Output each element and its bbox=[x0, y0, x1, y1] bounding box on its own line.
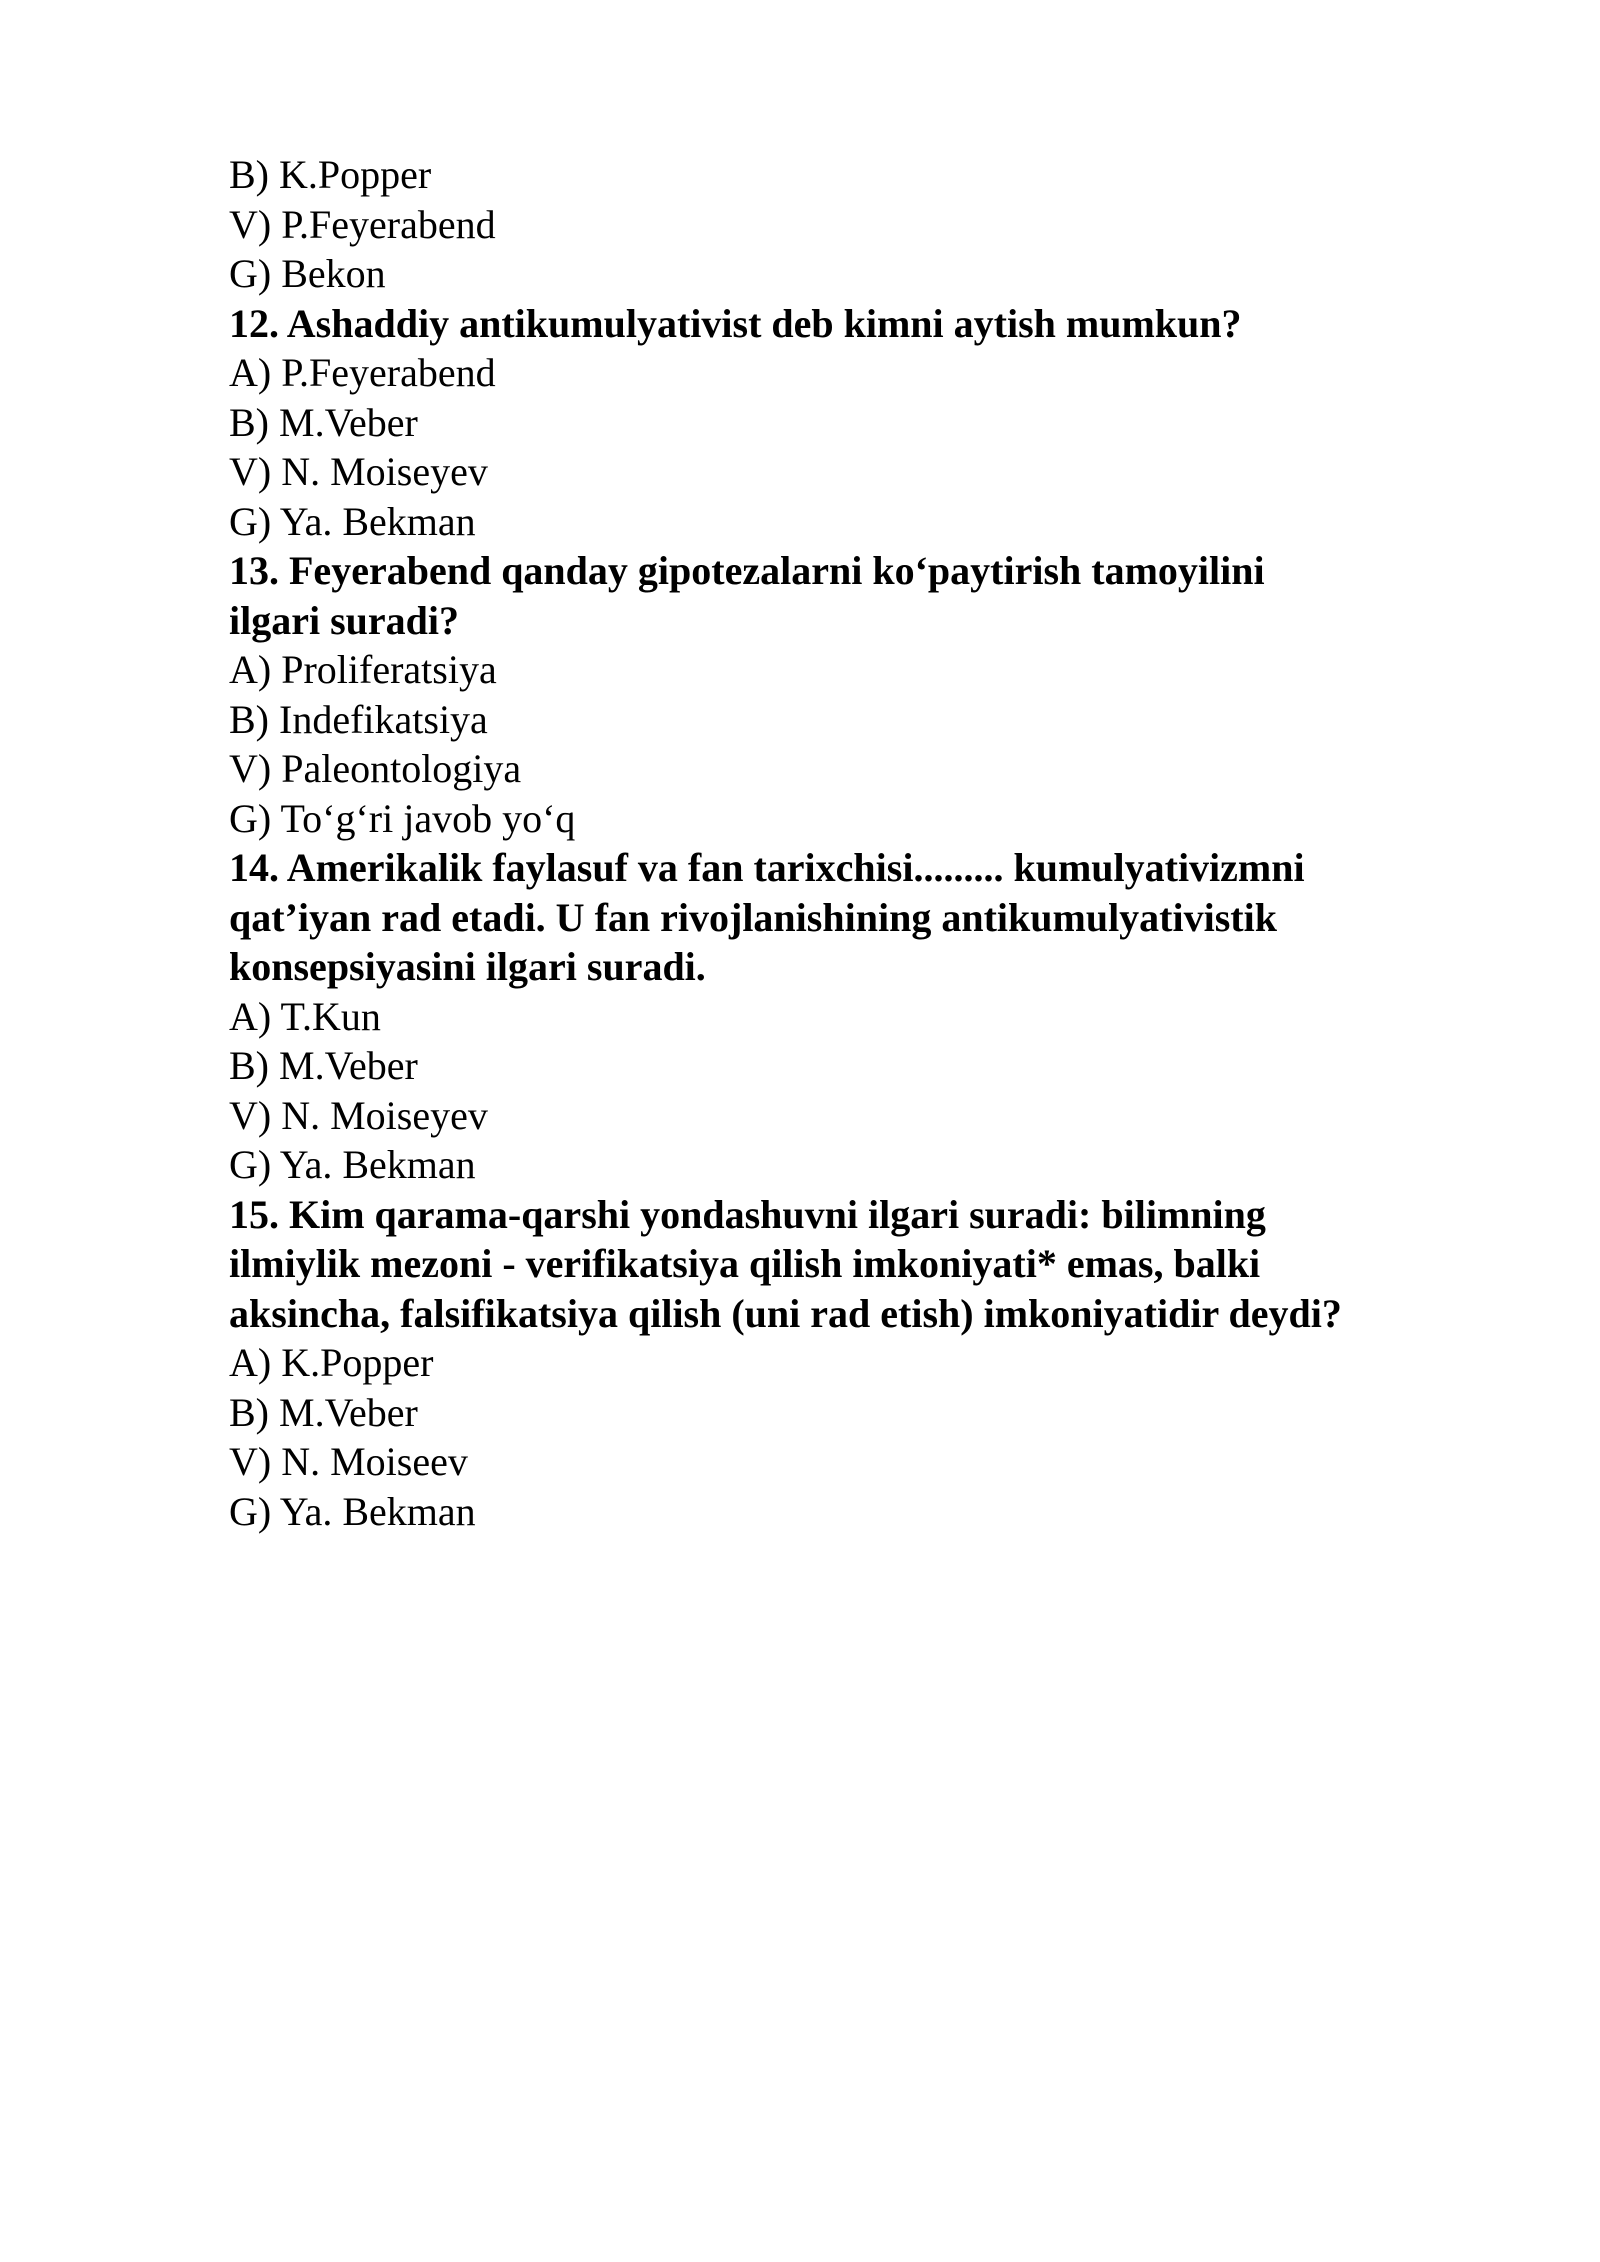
answer-option: V) N. Moiseyev bbox=[229, 449, 488, 494]
question-text-line: 14. Amerikalik faylasuf va fan tarixchisi......... kumulyativizmni bbox=[229, 845, 1305, 890]
answer-option: G) Ya. Bekman bbox=[229, 498, 476, 544]
question-13 bbox=[229, 546, 1469, 843]
question-text-line: ilgari suradi? bbox=[229, 597, 460, 643]
question-14 bbox=[229, 843, 1469, 1190]
answer-option: A) Proliferatsiya bbox=[229, 647, 497, 692]
question-text: 12. Ashaddiy antikumulyativist deb kimni aytish mumkun? bbox=[229, 300, 1242, 346]
answer-option: B) M.Veber bbox=[229, 1389, 418, 1435]
answer-option: B) Indefikatsiya bbox=[229, 696, 488, 742]
question-12 bbox=[229, 299, 1469, 547]
lead-options bbox=[229, 150, 1469, 299]
question-15 bbox=[229, 1190, 1469, 1537]
answer-option: V) N. Moiseyev bbox=[229, 1092, 488, 1138]
answer-option: V) N. Moiseev bbox=[229, 1439, 468, 1484]
answer-option: B) M.Veber bbox=[229, 399, 418, 445]
answer-option: A) P.Feyerabend bbox=[229, 350, 496, 395]
document-body bbox=[229, 150, 1469, 1536]
answer-option: B) M.Veber bbox=[229, 1043, 418, 1088]
answer-option: B) K.Popper bbox=[229, 152, 432, 197]
question-text-line: 15. Kim qarama-qarshi yondashuvni ilgari suradi: bilimning bbox=[229, 1191, 1266, 1237]
answer-option: G) Bekon bbox=[229, 251, 386, 296]
answer-option: G) Ya. Bekman bbox=[229, 1488, 476, 1534]
answer-option: G) To‘g‘ri javob yo‘q bbox=[229, 795, 576, 841]
answer-option: V) P.Feyerabend bbox=[229, 201, 496, 247]
question-text-line: aksincha, falsifikatsiya qilish (uni rad etish) imkoniyatidir deydi? bbox=[229, 1290, 1342, 1336]
question-text-line: qat’iyan rad etadi. U fan rivojlanishining antikumulyativistik bbox=[229, 894, 1277, 940]
question-text-line: 13. Feyerabend qanday gipotezalarni ko‘paytirish tamoyilini bbox=[229, 548, 1265, 593]
answer-option: G) Ya. Bekman bbox=[229, 1142, 476, 1187]
answer-option: A) T.Kun bbox=[229, 993, 381, 1039]
answer-option: V) Paleontologiya bbox=[229, 746, 522, 791]
question-text-line: ilmiylik mezoni - verifikatsiya qilish imkoniyati* emas, balki bbox=[229, 1241, 1261, 1286]
answer-option: A) K.Popper bbox=[229, 1340, 434, 1385]
question-text-line: konsepsiyasini ilgari suradi. bbox=[229, 944, 706, 989]
